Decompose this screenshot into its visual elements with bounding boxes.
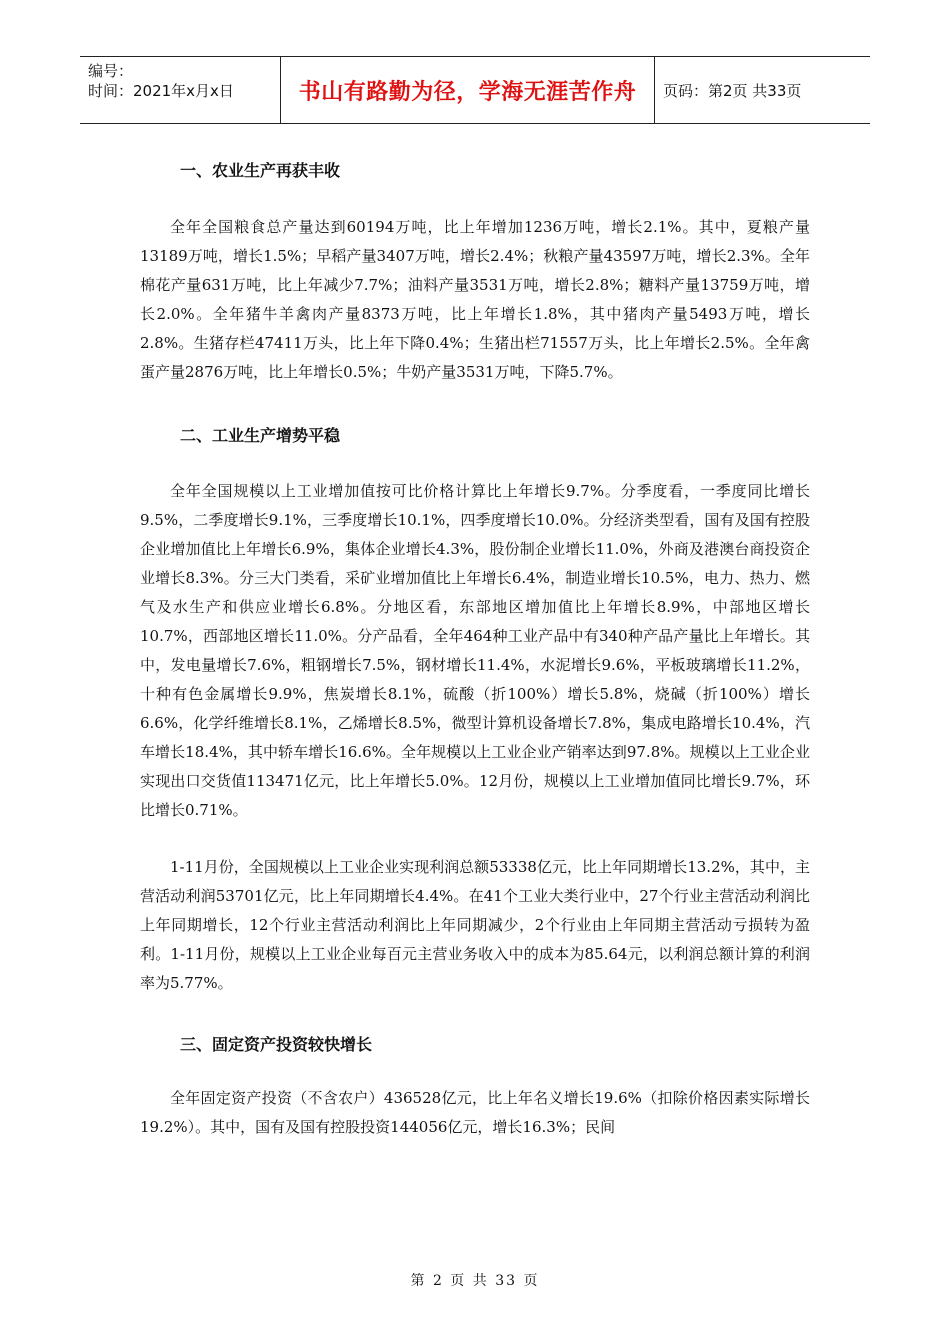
paragraph-industry-profit: 1-11月份，全国规模以上工业企业实现利润总额53338亿元，比上年同期增长13.2%，其中，主营活动利润53701亿元，比上年同期增长4.4%。在41个工业大类行业中，27个行业主营活动利润比上年同期增长，12个行业主营活动利润比上年同期减少，2个行业由上年同期主营活动亏损转为盈利。1-11月份，规模以上工业企业每百元主营业务收入中的成本为85.64元，以利润总额计算的利润率为5.77%。: [140, 858, 810, 992]
page-footer: 第 2 页 共 33 页: [410, 1273, 540, 1289]
time-label: 时间：2021年x月x日: [88, 82, 234, 100]
document-body: [140, 158, 810, 1142]
paragraph-agriculture: 全年全国粮食总产量达到60194万吨，比上年增加1236万吨，增长2.1%。其中，夏粮产量13189万吨，增长1.5%；早稻产量3407万吨，增长2.4%；秋粮产量43597万吨，增长2.3%。全年棉花产量631万吨，比上年减少7.7%；油料产量3531万吨，增长2.8%；糖料产量13759万吨，增长2.0%。全年猪牛羊禽肉产量8373万吨，比上年增长1.8%，其中猪肉产量5493万吨，增长2.8%。生猪存栏47411万头，比上年下降0.4%；生猪出栏71557万头，比上年增长2.5%。全年禽蛋产量2876万吨，比上年增长0.5%；牛奶产量3531万吨，下降5.7%。: [140, 218, 810, 381]
header-motto: 书山有路勤为径，学海无涯苦作舟: [281, 57, 655, 123]
header-page-info: 页码：第2页 共33页: [663, 81, 802, 100]
paragraph-investment: 全年固定资产投资（不含农户）436528亿元，比上年名义增长19.6%（扣除价格因素实际增长19.2%）。其中，国有及国有控股投资144056亿元，增长16.3%；民间: [140, 1089, 810, 1136]
section-heading-agriculture: 一、农业生产再获丰收: [180, 161, 341, 180]
section-heading-industry: 二、工业生产增势平稳: [180, 426, 341, 445]
page-header: [80, 56, 870, 124]
header-meta: [80, 57, 281, 123]
paragraph-industry-production: 全年全国规模以上工业增加值按可比价格计算比上年增长9.7%。分季度看，一季度同比增长9.5%，二季度增长9.1%，三季度增长10.1%，四季度增长10.0%。分经济类型看，国有及国有控股企业增加值比上年增长6.9%，集体企业增长4.3%，股份制企业增长11.0%，外商及港澳台商投资企业增长8.3%。分三大门类看，采矿业增加值比上年增长6.4%，制造业增长10.5%，电力、热力、燃气及水生产和供应业增长6.8%。分地区看，东部地区增加值比上年增长8.9%，中部地区增长10.7%，西部地区增长11.0%。分产品看，全年464种工业产品中有340种产品产量比上年增长。其中，发电量增长7.6%，粗钢增长7.5%，钢材增长11.4%，水泥增长9.6%，平板玻璃增长11.2%，十种有色金属增长9.9%，焦炭增长8.1%，硫酸（折100%）增长5.8%，烧碱（折100%）增长6.6%，化学纤维增长8.1%，乙烯增长8.5%，微型计算机设备增长7.8%，集成电路增长10.4%，汽车增长18.4%，其中轿车增长16.6%。全年规模以上工业企业产销率达到97.8%。规模以上工业企业实现出口交货值113471亿元，比上年增长5.0%。12月份，规模以上工业增加值同比增长9.7%，环比增长0.71%。: [140, 482, 810, 819]
doc-number-label: 编号：: [88, 62, 134, 80]
section-heading-investment: 三、固定资产投资较快增长: [180, 1035, 373, 1054]
